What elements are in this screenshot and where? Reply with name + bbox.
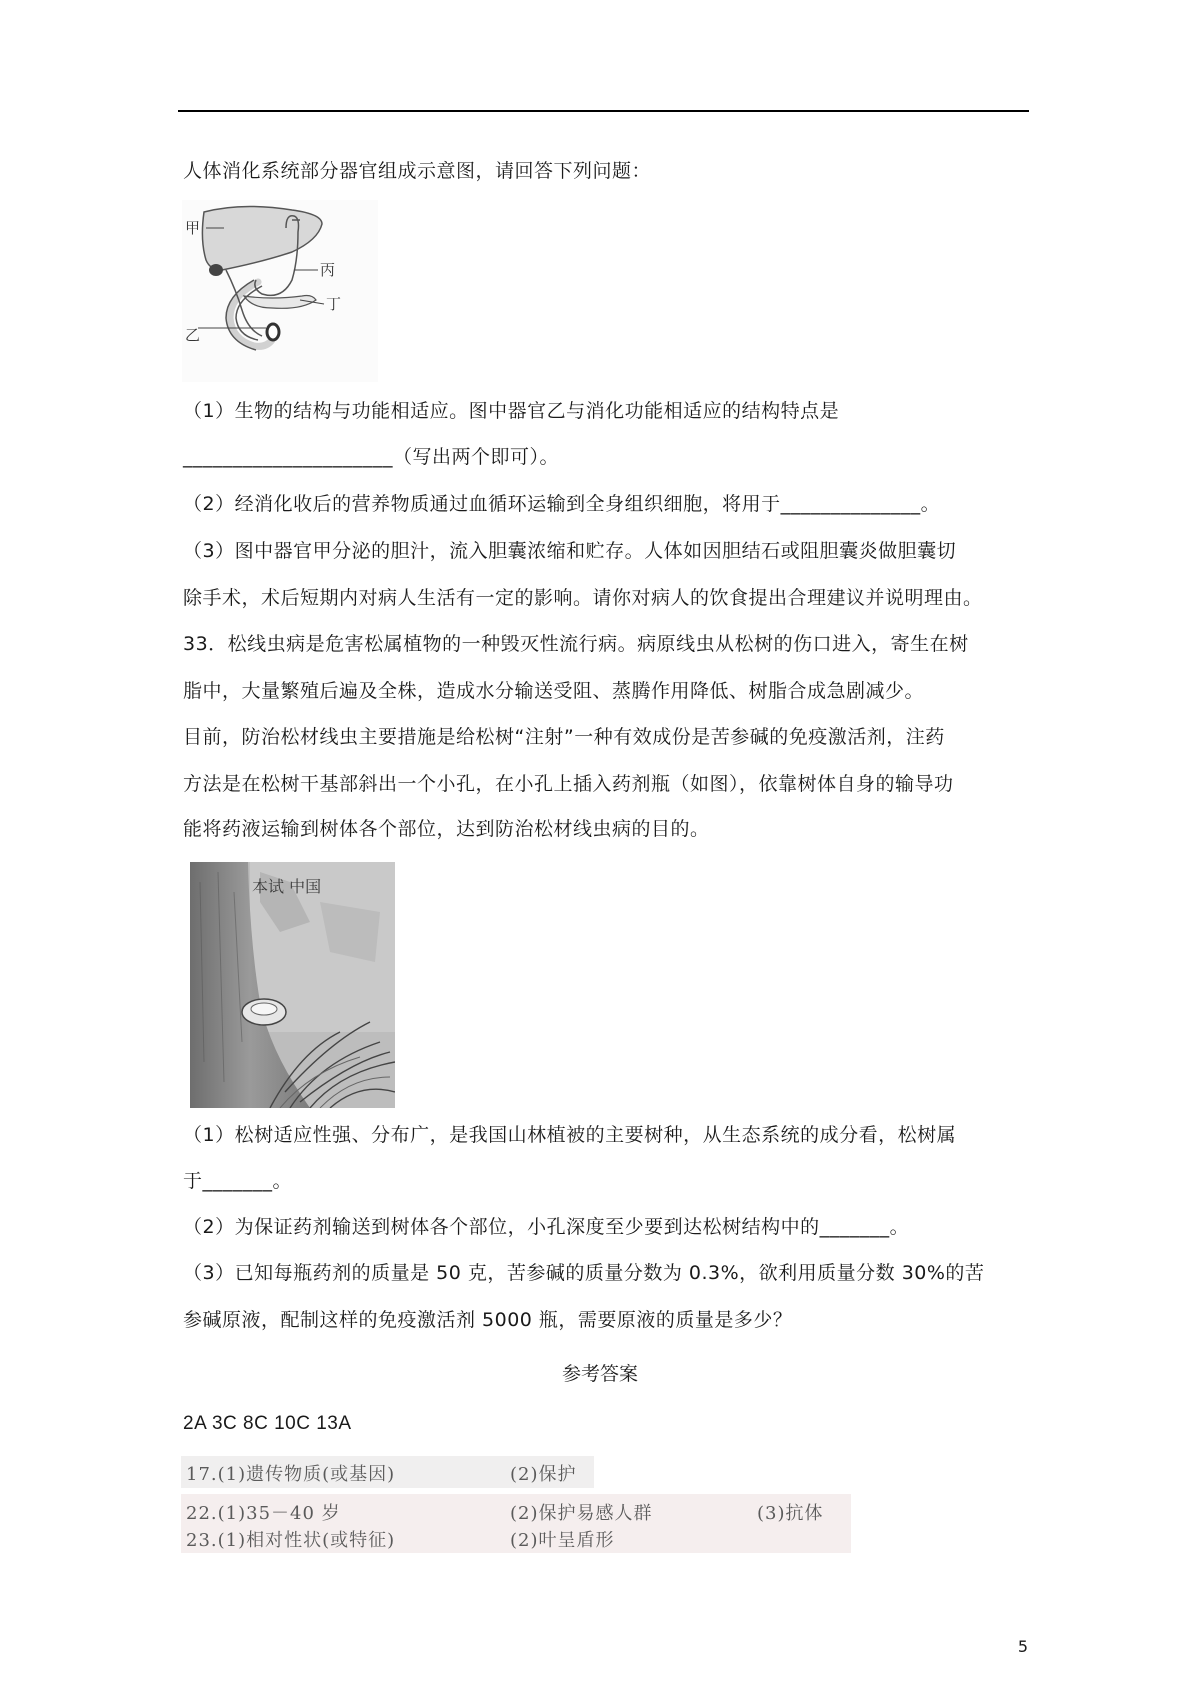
answer-23-1: 23.(1)相对性状(或特征) xyxy=(186,1530,396,1551)
answer-17-2: (2)保护 xyxy=(510,1464,577,1485)
label-bing: 丙 xyxy=(320,261,336,279)
q33-line5: 能将药液运输到树体各个部位，达到防治松材线虫病的目的。 xyxy=(183,818,710,840)
answers-choice: 2A 3C 8C 10C 13A xyxy=(183,1413,352,1434)
label-yi: 乙 xyxy=(185,326,201,344)
answers-title: 参考答案 xyxy=(561,1363,638,1385)
answer-22-3: (3)抗体 xyxy=(757,1503,824,1524)
intro-text: 人体消化系统部分器官组成示意图，请回答下列问题： xyxy=(183,160,652,182)
q32-part3-line1: （3）图中器官甲分泌的胆汁，流入胆囊浓缩和贮存。人体如因胆结石或阻胆囊炎做胆囊切 xyxy=(183,540,957,562)
tree-injection-photo xyxy=(190,862,395,1108)
answer-23-2: (2)叶呈盾形 xyxy=(510,1530,615,1551)
photo-watermark: 本试 中国 xyxy=(252,877,322,896)
digestive-diagram xyxy=(182,200,378,382)
answer-17-1: 17.(1)遗传物质(或基因) xyxy=(186,1464,396,1485)
tree-photo-drawing xyxy=(190,862,395,1108)
q33-line2: 脂中，大量繁殖后遍及全株，造成水分输送受阻、蒸腾作用降低、树脂合成急剧减少。 xyxy=(183,680,925,702)
q33-sub1-line1: （1）松树适应性强、分布广，是我国山林植被的主要树种，从生态系统的成分看，松树属 xyxy=(183,1124,957,1146)
q33-line4: 方法是在松树干基部斜出一个小孔，在小孔上插入药剂瓶（如图），依靠树体自身的输导功 xyxy=(183,773,954,795)
label-ding: 丁 xyxy=(326,295,342,313)
q32-part2: （2）经消化收后的营养物质通过血循环运输到全身组织细胞，将用于______________。 xyxy=(183,493,941,515)
answer-22-2: (2)保护易感人群 xyxy=(510,1503,653,1524)
q32-part1: （1）生物的结构与功能相适应。图中器官乙与消化功能相适应的结构特点是 xyxy=(183,400,840,422)
digestive-diagram-drawing xyxy=(182,200,378,382)
answer-22-1: 22.(1)35－40 岁 xyxy=(186,1503,341,1524)
q33-line1: 33．松线虫病是危害松属植物的一种毁灭性流行病。病原线虫从松树的伤口进入，寄生在树 xyxy=(183,633,969,655)
q33-line3: 目前，防治松材线虫主要措施是给松树“注射”一种有效成份是苦参碱的免疫激活剂，注药 xyxy=(183,726,945,748)
q33-sub3-line1: （3）已知每瓶药剂的质量是 50 克，苦参碱的质量分数为 0.3%，欲利用质量分数 30%的苦 xyxy=(183,1262,985,1284)
q32-part1-blank: _____________________（写出两个即可）。 xyxy=(183,446,560,468)
q32-part3-line2: 除手术，术后短期内对病人生活有一定的影响。请你对病人的饮食提出合理建议并说明理由。 xyxy=(183,587,983,609)
page-number: 5 xyxy=(1017,1637,1028,1656)
label-jia: 甲 xyxy=(185,219,201,237)
q33-sub2: （2）为保证药剂输送到树体各个部位，小孔深度至少要到达松树结构中的_______。 xyxy=(183,1216,910,1238)
header-rule xyxy=(178,110,1029,112)
q33-sub1-line2: 于_______。 xyxy=(183,1170,293,1192)
q33-sub3-line2: 参碱原液，配制这样的免疫激活剂 5000 瓶，需要原液的质量是多少？ xyxy=(183,1309,793,1331)
